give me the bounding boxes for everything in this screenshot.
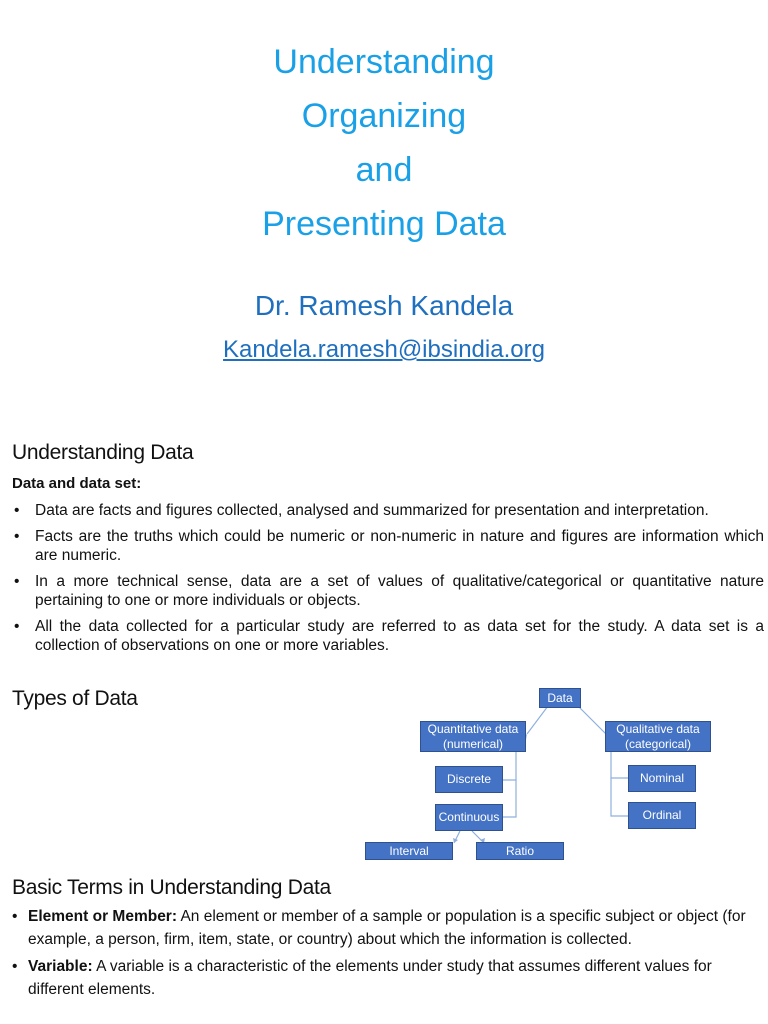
bullet-icon: • <box>14 528 20 545</box>
bullet-text: In a more technical sense, data are a set of values of qualitative/categorical or quantitative nature pertaining to one or more individuals or objects. <box>35 573 764 609</box>
title-line-3: and <box>355 151 413 189</box>
basic-terms-heading: Basic Terms in Understanding Data <box>12 876 331 899</box>
understanding-data-heading: Understanding Data <box>12 441 194 464</box>
connector-data-quantitative <box>527 706 548 734</box>
connector-qual-ordinal <box>611 778 628 816</box>
term-definition: An element or member of a sample or population is a specific subject or object (for example, a person, firm, item, state, or country) about which the information is collected. <box>28 908 746 948</box>
diagram-node-ordinal: Ordinal <box>628 802 696 829</box>
title-line-4: Presenting Data <box>262 205 506 243</box>
bullet-icon: • <box>12 958 18 975</box>
bullet-text: All the data collected for a particular study are referred to as data set for the study. A data set is a collection of observations on one or more variables. <box>35 618 764 654</box>
term-definition: A variable is a characteristic of the elements under study that assumes different values for different elements. <box>28 958 712 998</box>
bullet-icon: • <box>14 573 20 590</box>
connector-data-qualitative <box>578 706 606 734</box>
diagram-node-qualitative: Qualitative data (categorical) <box>605 721 711 752</box>
diagram-node-interval: Interval <box>365 842 453 860</box>
basic-terms-list <box>12 905 760 1005</box>
connector-quant-continuous <box>502 780 516 817</box>
list-item <box>12 955 760 1001</box>
title-line-1: Understanding <box>273 43 495 81</box>
author-name: Dr. Ramesh Kandela <box>254 290 514 321</box>
diagram-node-quantitative: Quantitative data (numerical) <box>420 721 526 752</box>
diagram-node-continuous: Continuous <box>435 804 503 831</box>
types-of-data-heading: Types of Data <box>12 687 138 710</box>
email-link[interactable]: Kandela.ramesh@ibsindia.org <box>223 336 545 363</box>
title-line-2: Organizing <box>301 97 467 135</box>
diagram-node-discrete: Discrete <box>435 766 503 793</box>
diagram-node-nominal: Nominal <box>628 765 696 792</box>
bullet-text: Facts are the truths which could be numeric or non-numeric in nature and figures are information which are numeric. <box>35 528 764 564</box>
bullet-icon: • <box>12 908 18 925</box>
diagram-node-data: Data <box>539 688 581 708</box>
term-label: Variable: <box>28 958 93 975</box>
data-and-data-set-subheading: Data and data set: <box>12 475 142 492</box>
bullet-icon: • <box>14 618 20 635</box>
bullet-text: Data are facts and figures collected, analysed and summarized for presentation and interpretation. <box>35 502 709 519</box>
bullet-icon: • <box>14 502 20 519</box>
term-label: Element or Member: <box>28 908 178 925</box>
list-item <box>12 905 760 951</box>
connector-qual-nominal <box>611 752 628 778</box>
diagram-node-ratio: Ratio <box>476 842 564 860</box>
